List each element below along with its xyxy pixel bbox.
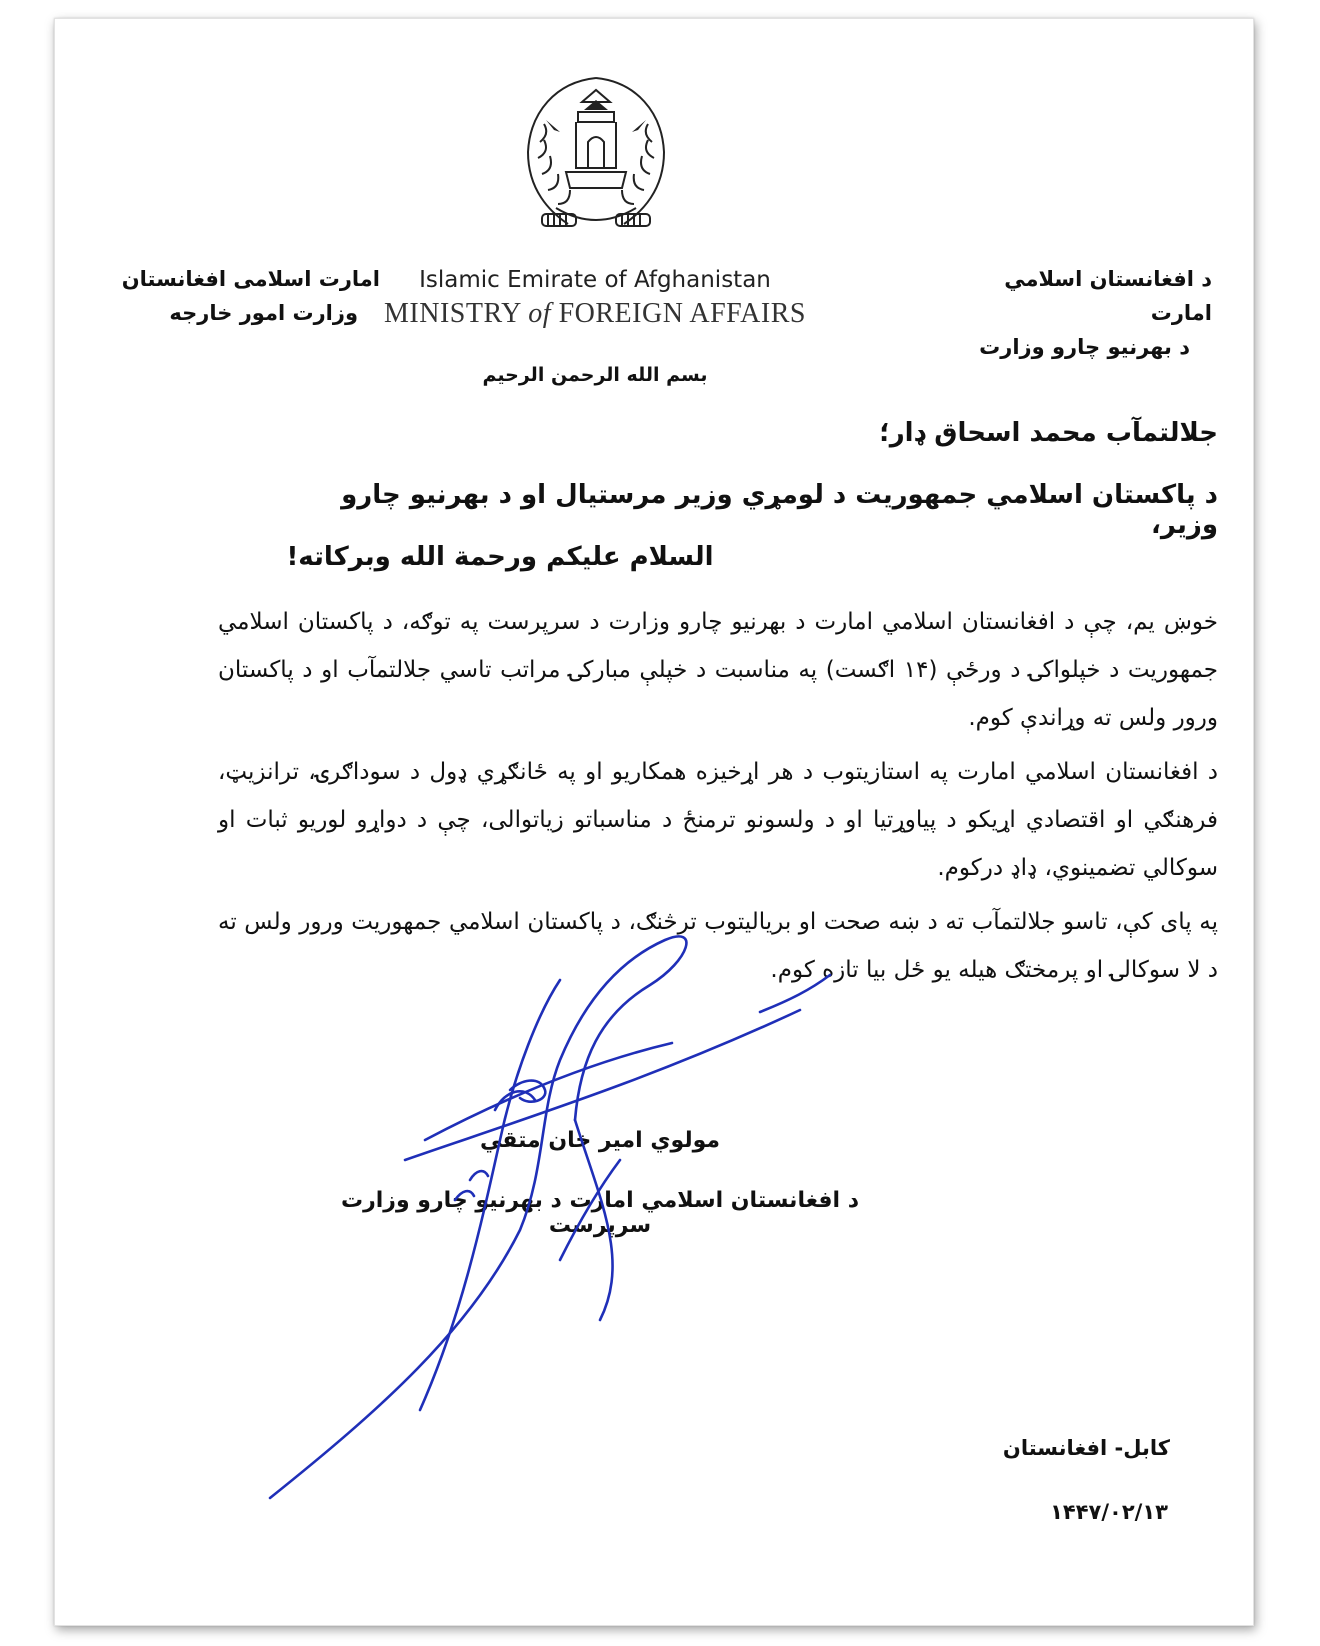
header-english-foreign-affairs: FOREIGN AFFAIRS (558, 298, 806, 329)
body-paragraph: خوښ یم، چې د افغانستان اسلامي امارت د بهرنیو چارو وزارت د سرپرست په توګه، د پاکستان اسلامي جمهوریت د خپلواکۍ د ورځې (۱۴ اګست) په مناسبت د خپلې مبارکۍ مراتب تاسي جلالتمآب او د پاکستان ورور ولس ته وړاندې کوم. (218, 609, 1218, 731)
header-english-line1: Islamic Emirate of Afghanistan (419, 267, 771, 293)
header-dari (120, 262, 380, 330)
header-pashto-line1: د افغانستان اسلامي امارت (1004, 267, 1212, 325)
header-dari-line1: امارت اسلامی افغانستان (121, 267, 380, 291)
header-pashto-line2: د بهرنیو چارو وزارت (979, 335, 1190, 359)
place: کابل- افغانستان (1002, 1436, 1170, 1460)
header-english-line2 (380, 296, 810, 332)
signer-title: د افغانستان اسلامي امارت د بهرنیو چارو وزارت سرپرست (340, 1188, 860, 1238)
header-english-of: of (528, 298, 552, 329)
date: ۱۴۴۷/۰۲/۱۳ (1050, 1500, 1168, 1524)
basmala: بسم الله الرحمن الرحیم (482, 364, 708, 386)
recipient-line: د پاکستان اسلامي جمهوریت د لومړي وزیر مرستیال او د بهرنیو چارو وزیر، (341, 480, 1218, 540)
greeting: السلام علیکم ورحمة الله وبرکاته! (286, 542, 714, 572)
signer-name: مولوي امیر خان متقي (479, 1128, 721, 1153)
header-dari-line2: وزارت امور خارجه (169, 301, 358, 325)
emirate-emblem-icon (516, 72, 676, 242)
body-paragraph: د افغانستان اسلامي امارت په استازیتوب د هر اړخیزه همکاریو او په ځانګړي ډول د سوداګرۍ، ترانزیټ، فرهنګي او اقتصادي اړیکو د پیاوړتیا او د ولسونو ترمنځ د مناسباتو زیاتوالی، چې د دواړو لوریو ثبات او سوکالي تضمینوي، ډاډ درکوم. (218, 759, 1218, 881)
body-paragraph: په پای کې، تاسو جلالتمآب ته د ښه صحت او بریالیتوب ترڅنګ، د پاکستان اسلامي جمهوریت ورور ولس ته د لا سوکالۍ او پرمختګ هیله یو ځل بیا تازه کوم. (218, 909, 1218, 983)
header-english (380, 264, 810, 332)
header-english-ministry: MINISTRY (384, 298, 521, 329)
salutation: جلالتمآب محمد اسحاق ډار؛ (879, 418, 1218, 448)
header-pashto (952, 262, 1212, 364)
